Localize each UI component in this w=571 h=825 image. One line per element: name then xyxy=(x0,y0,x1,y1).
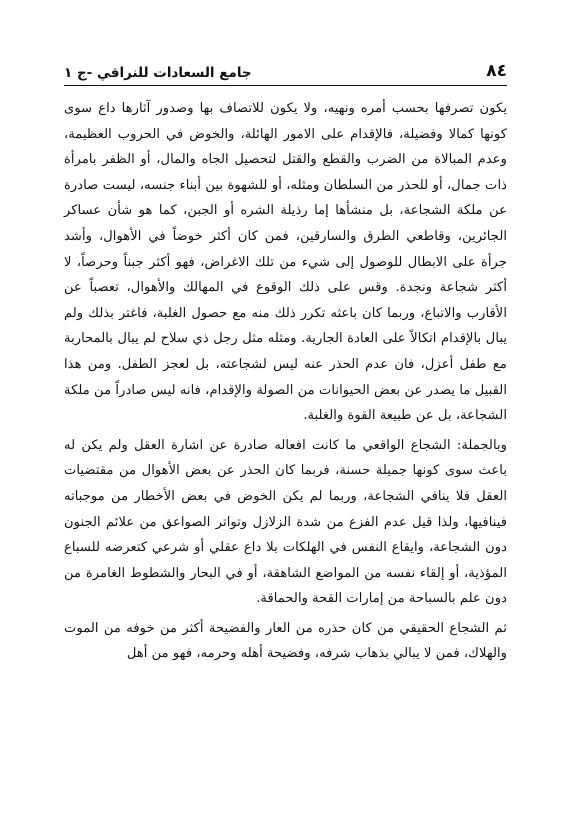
paragraph: وبالجملة: الشجاع الواقعي ما كانت افعاله صادرة عن اشارة العقل ولم يكن له باعث سوى كونها جميلة حسنة، فربما كان الحذر عن بعض الأهوال من مقتضيات العقل فلا ينافي الشجاعة، وربما لم يكن الخوض في بعض الأخطار من موجباته فينافيها، ولذا قيل عدم الفزع من شدة الزلازل وتواتر الصواعق من علائم الجنون دون الشجاعة، وايقاع النفس في الهلكات بلا داع عقلي أو شرعي كتعرضه للسباع المؤذية، أو إلقاء نفسه من المواضع الشاهقة، أو في البحار والشطوط الغامرة من دون علم بالسباحة من إمارات القحة والحماقة. xyxy=(64,437,507,607)
running-header xyxy=(64,58,507,86)
body-text xyxy=(64,96,507,671)
page-number: ٨٤ xyxy=(486,61,507,81)
book-title: جامع السعادات للنراقي -ج ١ xyxy=(64,65,252,81)
paragraph: يكون تصرفها بحسب أمره ونهيه، ولا يكون للاتصاف بها وصدور آثارها داع سوى كونها كمالا وفضيلة، فالإقدام على الامور الهائلة، والخوض في الحروب العظيمة، وعدم المبالاة من الضرب والقطع والقتل لتحصيل الجاه والمال، أو الظفر بامرأة ذات جمال، أو للحذر من السلطان ومثله، أو للشهوة بين أبناء جنسه، ليست صادرة عن ملكة الشجاعة، بل منشأها إما رذيلة الشره أو الجبن، كما هو شأن عساكر الجائرين، وقاطعي الطرق والسارقين، فمن كان أكثر خوضاً في الأهوال، وأشد جرأة على الابطال للوصول إلى شيء من تلك الاغراض، فهو أكثر جبناً وحرصاً، لا أكثر شجاعة ونجدة. وقس على ذلك الوقوع في المهالك والأهوال، تعصباً عن الأقارب والاتباع، وربما كان باعثه تكرر ذلك منه مع حصول الغلبة، فاغتر بذلك ولم يبال بالإقدام اتكالاً على العادة الجارية. ومثله مثل رجل ذي سلاح لم يبال بالمحاربة مع طفل أعزل، فان عدم الحذر عنه ليس لشجاعته، بل لعجز الطفل. ومن هذا القبيل ما يصدر عن بعض الحيوانات من الصولة والإقدام، فانه ليس صادراً من ملكة الشجاعة، بل عن طبيعة القوة والغلبة. xyxy=(64,101,507,424)
paragraph: ثم الشجاع الحقيقي من كان حذره من العار والفضيحة أكثر من خوفه من الموت والهلاك، فمن لا يبالي بذهاب شرفه، وفضيحة أهله وحرمه، فهو من أهل xyxy=(64,620,507,662)
